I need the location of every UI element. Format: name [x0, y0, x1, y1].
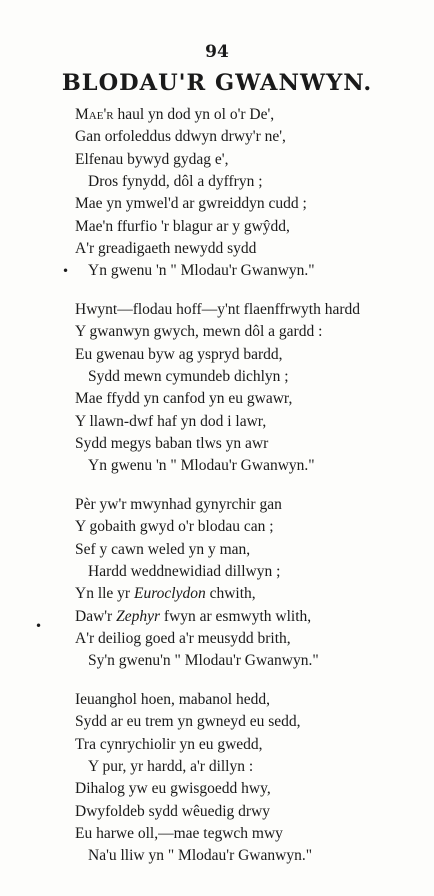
- poem-line: Hwynt—flodau hoff—y'nt flaenffrwyth hardd: [75, 301, 361, 318]
- poem-line: [75, 105, 274, 125]
- poem-line: Y llawn-dwf haf yn dod i lawr,: [75, 412, 267, 430]
- line-text: Yn lle yr: [75, 585, 134, 603]
- page-number: 94: [205, 42, 229, 62]
- poem-line: Sy'n gwenu'n " Mlodau'r Gwanwyn.": [88, 652, 319, 670]
- poem-line: Mae ffydd yn canfod yn eu gwawr,: [75, 390, 293, 408]
- italic-word: Euroclydon: [133, 585, 206, 603]
- line-text: fwyn ar esmwyth wlith,: [160, 607, 312, 625]
- poem-line: Dihalog yw eu gwisgoedd hwy,: [75, 780, 271, 798]
- poem-line: Pèr yw'r mwynhad gynyrchir gan: [75, 496, 282, 513]
- poem-line: A'r deiliog goed a'r meusydd brith,: [75, 629, 291, 647]
- poem-line: Na'u lliw yn " Mlodau'r Gwanwyn.": [88, 847, 313, 865]
- poem-title: BLODAU'R GWANWYN.: [61, 70, 373, 96]
- line-text: chwith,: [205, 585, 256, 603]
- poem-line: Yn gwenu 'n " Mlodau'r Gwanwyn.": [88, 457, 315, 475]
- poem-line: Ieuanghol hoen, mabanol hedd,: [75, 691, 270, 708]
- poem-line: Gan orfoleddus ddwyn drwy'r ne',: [75, 128, 286, 146]
- poem-line: Y gobaith gwyd o'r blodau can ;: [75, 518, 274, 536]
- poem-line: Yn gwenu 'n " Mlodau'r Gwanwyn.": [88, 262, 315, 280]
- poem-line: Dros fynydd, dôl a dyffryn ;: [88, 172, 263, 190]
- italic-word: Zephyr: [116, 607, 161, 625]
- poem-line: Y gwanwyn gwych, mewn dôl a gardd :: [75, 323, 323, 341]
- poem-line: Sef y cawn weled yn y man,: [75, 540, 251, 558]
- poem-line: Eu gwenau byw ag yspryd bardd,: [75, 345, 283, 363]
- poem-line: Eu harwe oll,—mae tegwch mwy: [75, 824, 283, 842]
- poem-line: Y pur, yr hardd, a'r dillyn :: [88, 757, 254, 775]
- stray-mark: •: [35, 619, 43, 633]
- stray-mark: •: [62, 264, 70, 278]
- poem-line: Elfenau bywyd gydag e',: [75, 150, 229, 168]
- poem-line: Dwyfoldeb sydd wêuedig drwy: [75, 802, 271, 820]
- poem-line: Tra cynrychiolir yn eu gwedd,: [75, 735, 263, 753]
- poem-line: Sydd megys baban tlws yn awr: [75, 434, 269, 452]
- poem-line: Sydd mewn cymundeb dichlyn ;: [88, 367, 289, 385]
- poem-line: [75, 584, 256, 604]
- poem-line: Mae'n ffurfio 'r blagur ar y gwŷdd,: [75, 217, 290, 235]
- line-text: Daw'r: [75, 607, 117, 625]
- poem-line: A'r greadigaeth newydd sydd: [75, 239, 257, 257]
- line-opening-word: Mae'r: [75, 106, 114, 123]
- poem-line: Hardd weddnewidiad dillwyn ;: [88, 562, 281, 580]
- poem-line: Mae yn ymwel'd ar gwreiddyn cudd ;: [75, 195, 307, 213]
- line-text: haul yn dod yn ol o'r De',: [113, 106, 275, 123]
- poem-line: [75, 607, 311, 627]
- poem-line: Sydd ar eu trem yn gwneyd eu sedd,: [75, 713, 301, 731]
